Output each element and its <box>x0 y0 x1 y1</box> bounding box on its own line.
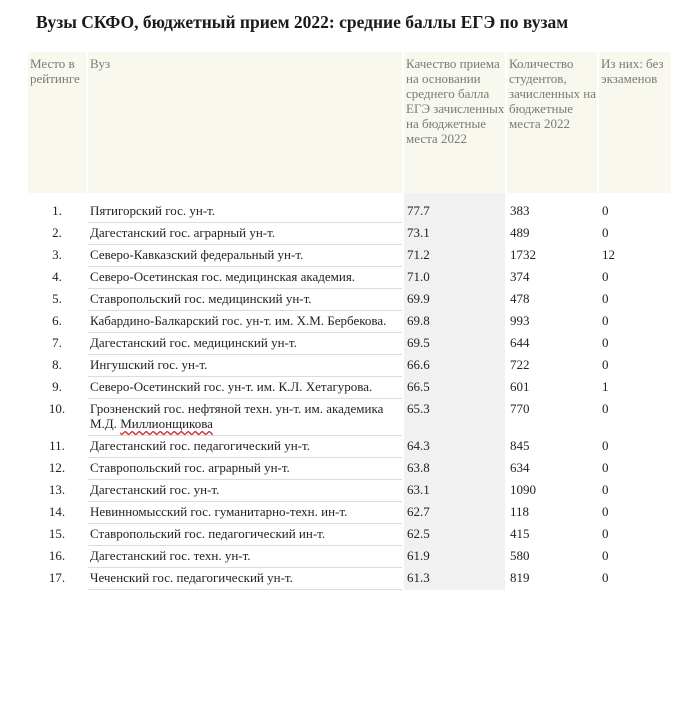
score-cell: 63.8 <box>404 458 505 480</box>
rank-cell: 1. <box>52 203 62 218</box>
table-row <box>28 223 671 245</box>
rank-cell: 11. <box>49 438 65 453</box>
table-row <box>28 289 671 311</box>
score-cell: 66.6 <box>404 355 505 377</box>
table-row <box>28 333 671 355</box>
table-row <box>28 546 671 568</box>
spellcheck-marked-word: Миллионщикова <box>120 416 213 431</box>
rank-cell: 14. <box>48 504 66 519</box>
university-cell <box>88 267 402 289</box>
spacer-row <box>28 193 671 201</box>
header-score: Качество приема на основании среднего балла ЕГЭ зачисленных на бюджетные места 2022 <box>404 52 505 193</box>
rank-cell: 8. <box>52 357 62 372</box>
university-cell <box>88 399 402 436</box>
university-cell <box>88 436 402 458</box>
university-cell <box>88 524 402 546</box>
rank-cell: 16. <box>48 548 66 563</box>
score-cell: 61.3 <box>404 568 505 590</box>
rank-cell: 13. <box>48 482 66 497</box>
table-row <box>28 399 671 436</box>
students-cell: 722 <box>510 357 530 372</box>
score-cell: 69.9 <box>404 289 505 311</box>
students-cell: 374 <box>510 269 530 284</box>
header-rank: Место в рейтинге <box>28 52 86 193</box>
students-cell: 644 <box>510 335 530 350</box>
no-exam-cell: 0 <box>602 482 609 497</box>
students-cell: 993 <box>510 313 530 328</box>
score-cell: 62.7 <box>404 502 505 524</box>
students-cell: 601 <box>510 379 530 394</box>
rank-cell: 15. <box>48 526 66 541</box>
rank-cell: 7. <box>52 335 62 350</box>
university-cell <box>88 502 402 524</box>
students-cell: 770 <box>510 401 530 416</box>
university-name: Чеченский гос. педагогический ун-т. <box>90 570 293 585</box>
university-name: Ставропольский гос. аграрный ун-т. <box>90 460 290 475</box>
table-row <box>28 201 671 223</box>
university-name: Ингушский гос. ун-т. <box>90 357 208 372</box>
students-cell: 845 <box>510 438 530 453</box>
university-cell <box>88 201 402 223</box>
rank-cell: 6. <box>52 313 62 328</box>
students-cell: 415 <box>510 526 530 541</box>
score-cell: 73.1 <box>404 223 505 245</box>
university-cell <box>88 333 402 355</box>
students-cell: 634 <box>510 460 530 475</box>
score-cell: 69.5 <box>404 333 505 355</box>
university-cell <box>88 355 402 377</box>
university-name: Ставропольский гос. педагогический ин-т. <box>90 526 326 541</box>
students-cell: 489 <box>510 225 530 240</box>
no-exam-cell: 0 <box>602 548 609 563</box>
university-name: Невинномысский гос. гуманитарно-техн. ин-т. <box>90 504 348 519</box>
no-exam-cell: 1 <box>602 379 609 394</box>
table-row <box>28 267 671 289</box>
no-exam-cell: 0 <box>602 526 609 541</box>
students-cell: 580 <box>510 548 530 563</box>
header-no-exam: Из них: без экзаменов <box>599 52 671 193</box>
table-body <box>28 193 671 590</box>
no-exam-cell: 0 <box>602 357 609 372</box>
no-exam-cell: 0 <box>602 460 609 475</box>
score-cell: 61.9 <box>404 546 505 568</box>
no-exam-cell: 0 <box>602 438 609 453</box>
score-cell: 77.7 <box>404 201 505 223</box>
no-exam-cell: 0 <box>602 313 609 328</box>
university-cell <box>88 245 402 267</box>
score-cell: 63.1 <box>404 480 505 502</box>
university-name: Северо-Кавказский федеральный ун-т. <box>90 247 304 262</box>
university-cell <box>88 311 402 333</box>
university-name: Дагестанский гос. аграрный ун-т. <box>90 225 276 240</box>
students-cell: 819 <box>510 570 530 585</box>
university-cell <box>88 480 402 502</box>
university-name: Ставропольский гос. медицинский ун-т. <box>90 291 312 306</box>
no-exam-cell: 0 <box>602 401 609 416</box>
score-cell: 66.5 <box>404 377 505 399</box>
university-name: Дагестанский гос. педагогический ун-т. <box>90 438 310 453</box>
score-cell: 62.5 <box>404 524 505 546</box>
students-cell: 1732 <box>510 247 536 262</box>
score-cell: 71.2 <box>404 245 505 267</box>
university-name: Пятигорский гос. ун-т. <box>90 203 216 218</box>
no-exam-cell: 0 <box>602 269 609 284</box>
no-exam-cell: 0 <box>602 291 609 306</box>
no-exam-cell: 0 <box>602 504 609 519</box>
students-cell: 118 <box>510 504 530 519</box>
header-row <box>28 52 671 193</box>
header-university: Вуз <box>88 52 402 193</box>
university-name: Дагестанский гос. техн. ун-т. <box>90 548 251 563</box>
university-cell <box>88 289 402 311</box>
university-cell <box>88 458 402 480</box>
rank-cell: 9. <box>52 379 62 394</box>
table-row <box>28 436 671 458</box>
score-cell: 65.3 <box>404 399 505 436</box>
students-cell: 1090 <box>510 482 536 497</box>
university-name: Северо-Осетинская гос. медицинская академия. <box>90 269 356 284</box>
table-row <box>28 355 671 377</box>
no-exam-cell: 0 <box>602 335 609 350</box>
rank-cell: 17. <box>48 570 66 585</box>
page-title: Вузы СКФО, бюджетный прием 2022: средние баллы ЕГЭ по вузам <box>36 12 569 32</box>
table-row <box>28 311 671 333</box>
university-name: Северо-Осетинский гос. ун-т. им. К.Л. Хетагурова. <box>90 379 373 394</box>
no-exam-cell: 0 <box>602 203 609 218</box>
table-row <box>28 458 671 480</box>
university-cell <box>88 377 402 399</box>
table-row <box>28 377 671 399</box>
table-row <box>28 480 671 502</box>
rank-cell: 10. <box>48 401 66 416</box>
university-cell <box>88 546 402 568</box>
table-row <box>28 568 671 590</box>
rank-cell: 5. <box>52 291 62 306</box>
score-cell: 64.3 <box>404 436 505 458</box>
ranking-table <box>26 52 673 590</box>
table-row <box>28 245 671 267</box>
score-cell: 69.8 <box>404 311 505 333</box>
no-exam-cell: 12 <box>602 247 615 262</box>
score-cell: 71.0 <box>404 267 505 289</box>
table-row <box>28 524 671 546</box>
students-cell: 478 <box>510 291 530 306</box>
rank-cell: 2. <box>52 225 62 240</box>
students-cell: 383 <box>510 203 530 218</box>
rank-cell: 4. <box>52 269 62 284</box>
header-students: Количество студентов, зачисленных на бюджетные места 2022 <box>507 52 597 193</box>
university-name: Дагестанский гос. ун-т. <box>90 482 220 497</box>
rank-cell: 12. <box>48 460 66 475</box>
university-cell <box>88 568 402 590</box>
table-row <box>28 502 671 524</box>
no-exam-cell: 0 <box>602 225 609 240</box>
no-exam-cell: 0 <box>602 570 609 585</box>
university-name: Кабардино-Балкарский гос. ун-т. им. Х.М. Бербекова. <box>90 313 387 328</box>
university-name: Грозненский гос. нефтяной техн. ун-т. им. академика М.Д. <box>90 401 384 431</box>
university-name: Дагестанский гос. медицинский ун-т. <box>90 335 297 350</box>
rank-cell: 3. <box>52 247 62 262</box>
university-cell <box>88 223 402 245</box>
